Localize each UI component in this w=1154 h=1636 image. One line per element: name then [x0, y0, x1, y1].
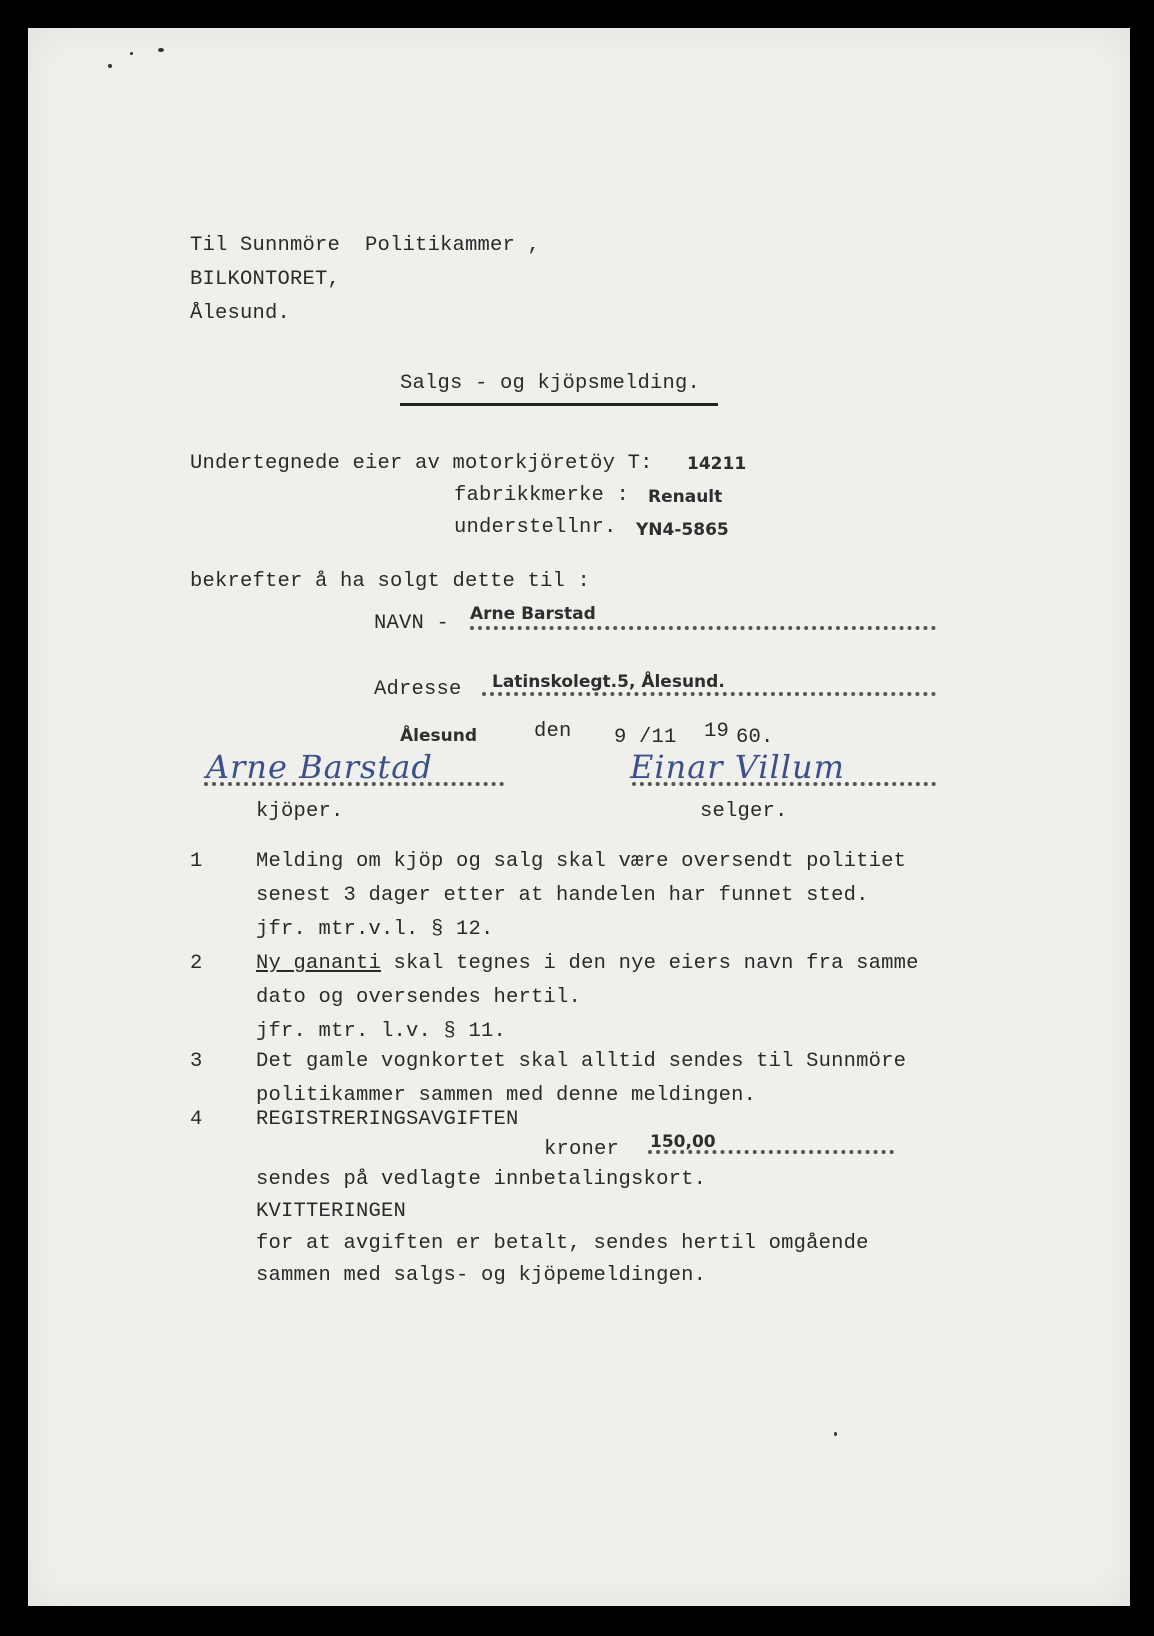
- note-1-line: Melding om kjöp og salg skal være oversendt politiet: [256, 850, 907, 873]
- note-3-number: 3: [190, 1050, 203, 1073]
- buyer-signature-dotted-line: [204, 782, 504, 786]
- title-underline: [400, 403, 718, 406]
- date-den-label: den: [534, 720, 572, 743]
- date-year: 60.: [736, 726, 774, 749]
- note-1-number: 1: [190, 850, 203, 873]
- note-2-line: jfr. mtr. l.v. § 11.: [256, 1020, 507, 1043]
- buyer-address: Latinskolegt.5, Ålesund.: [492, 672, 725, 692]
- note-2-line-1: [256, 952, 919, 975]
- note-2-number: 2: [190, 952, 203, 975]
- note-4-line: KVITTERINGEN: [256, 1200, 407, 1223]
- note-3-line: politikammer sammen med denne meldingen.: [256, 1084, 757, 1107]
- note-4-heading: REGISTRERINGSAVGIFTEN: [256, 1108, 519, 1131]
- seller-signature: Einar Villum: [630, 748, 845, 786]
- note-4-line: for at avgiften er betalt, sendes hertil omgående: [256, 1232, 869, 1255]
- buyer-address-label: Adresse: [374, 678, 462, 701]
- note-2-line-1-rest: skal tegnes i den nye eiers navn fra samme: [381, 952, 919, 975]
- note-4-line: sammen med salgs- og kjöpemeldingen.: [256, 1264, 707, 1287]
- buyer-signature: Arne Barstad: [206, 748, 433, 786]
- vehicle-make: Renault: [648, 487, 723, 507]
- note-1-line: senest 3 dager etter at handelen har funnet sted.: [256, 884, 869, 907]
- document-title: Salgs - og kjöpsmelding.: [400, 372, 701, 395]
- kroner-dotted-line: [648, 1150, 894, 1154]
- chassis-number: YN4-5865: [636, 520, 729, 540]
- note-4-line: sendes på vedlagte innbetalingskort.: [256, 1168, 707, 1191]
- date-century: 19: [704, 720, 730, 743]
- registration-number: 14211: [687, 454, 747, 474]
- note-3-line: Det gamle vognkortet skal alltid sendes til Sunnmöre: [256, 1050, 907, 1073]
- address-line-2: BILKONTORET,: [190, 268, 341, 291]
- date-place: Ålesund: [400, 726, 478, 746]
- buyer-name-label: NAVN -: [374, 612, 450, 635]
- owner-statement: Undertegnede eier av motorkjöretöy T:: [190, 452, 653, 475]
- note-2-underlined-term: Ny gananti: [256, 952, 382, 975]
- buyer-name: Arne Barstad: [470, 604, 596, 624]
- seller-signature-dotted-line: [632, 782, 936, 786]
- chassis-label: understellnr.: [454, 516, 617, 539]
- seller-label: selger.: [700, 800, 788, 823]
- paper-speck: [108, 64, 112, 68]
- note-2-line: dato og oversendes hertil.: [256, 986, 582, 1009]
- address-line-1: Til Sunnmöre Politikammer ,: [190, 234, 541, 257]
- kroner-amount: 150,00: [650, 1132, 716, 1152]
- paper-speck: [158, 48, 164, 52]
- document-page: [28, 28, 1130, 1606]
- date-day-month: 9 /11: [614, 726, 677, 749]
- paper-speck: [130, 52, 133, 55]
- buyer-address-dotted-line: [482, 692, 936, 696]
- buyer-label: kjöper.: [256, 800, 344, 823]
- paper-speck: [834, 1432, 837, 1436]
- buyer-name-dotted-line: [470, 626, 936, 630]
- confirmation-statement: bekrefter å ha solgt dette til :: [190, 570, 591, 593]
- kroner-label: kroner: [544, 1138, 620, 1161]
- note-4-number: 4: [190, 1108, 203, 1131]
- make-label: fabrikkmerke :: [454, 484, 630, 507]
- address-line-3: Ålesund.: [190, 302, 291, 325]
- note-1-line: jfr. mtr.v.l. § 12.: [256, 918, 494, 941]
